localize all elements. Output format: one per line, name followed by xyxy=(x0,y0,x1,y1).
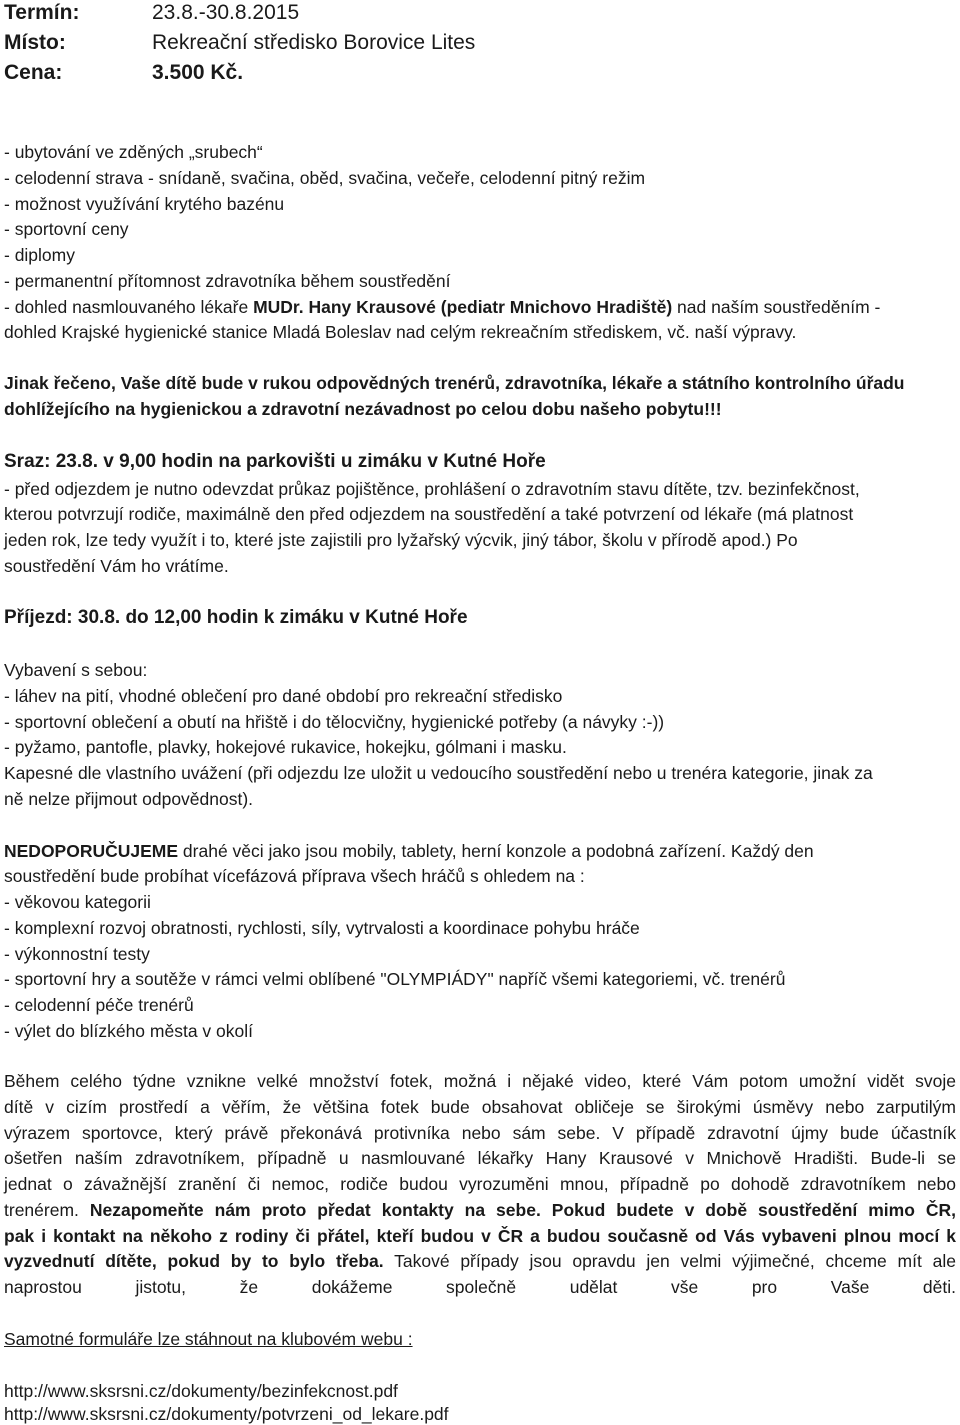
photo-line xyxy=(4,1250,956,1272)
include-item: - sportovní ceny xyxy=(4,219,129,239)
nedop-rest: drahé věci jako jsou mobily, tablety, herní konzole a podobná zařízení. Každý den xyxy=(178,841,814,861)
cena-label: Cena: xyxy=(4,61,63,84)
termin-row xyxy=(4,0,300,26)
photo-line: výrazem sportovce, který právě překonává protivníka nebo sám sebe. V případě zdravotní újmy bude účastník xyxy=(4,1123,956,1143)
photo-line: pak i kontakt na někoho z rodiny či přátel, kteří budou v ČR a budou současně od Vás vybaveni plnou mocí k xyxy=(4,1226,956,1246)
doctor-line-2: dohled Krajské hygienické stanice Mladá Boleslav nad celým rekreačním střediskem, vč. naší výpravy. xyxy=(4,322,797,342)
summary-line: dohlížejícího na hygienickou a zdravotní nezávadnost po celou dobu našeho pobytu!!! xyxy=(4,399,722,419)
termin-label: Termín: xyxy=(4,1,80,24)
photo-line: naprostou jistotu, že dokážeme společně udělat vše pro Vaše děti. xyxy=(4,1277,956,1297)
include-item: - celodenní strava - snídaně, svačina, oběd, svačina, večeře, celodenní pitný režim xyxy=(4,168,646,188)
termin-value: 23.8.-30.8.2015 xyxy=(152,1,300,24)
form-link-bezinfekcnost[interactable]: http://www.sksrsni.cz/dokumenty/bezinfekcnost.pdf xyxy=(4,1381,398,1401)
forms-title: Samotné formuláře lze stáhnout na klubovém webu : xyxy=(4,1329,413,1349)
include-item: - diplomy xyxy=(4,245,75,265)
doctor-text: - dohled nasmlouvaného lékaře xyxy=(4,297,254,317)
prep-item: - celodenní péče trenérů xyxy=(4,995,194,1015)
kapesne-line: Kapesné dle vlastního uvážení (při odjezdu lze uložit u vedoucího soustředění nebo u trenéra kategorie, jinak za xyxy=(4,763,873,783)
photo-line xyxy=(4,1199,956,1221)
photo-text: trenérem. xyxy=(4,1200,90,1220)
include-item: - možnost využívání krytého bazénu xyxy=(4,194,285,214)
vybaveni-item: - sportovní oblečení a obutí na hřiště i do tělocvičny, hygienické potřeby (a návyky :-)) xyxy=(4,712,665,732)
include-item: - ubytování ve zděných „srubech“ xyxy=(4,142,263,162)
prep-item: - sportovní hry a soutěže v rámci velmi oblíbené "OLYMPIÁDY" napříč všemi kategoriemi, vč. trenérů xyxy=(4,969,786,989)
cena-value: 3.500 Kč. xyxy=(152,61,244,84)
photo-bold: vyzvednutí dítěte, pokud by to bylo třeba. xyxy=(4,1251,384,1271)
form-link-potvrzeni[interactable]: http://www.sksrsni.cz/dokumenty/potvrzeni_od_lekare.pdf xyxy=(4,1404,449,1424)
kapesne-line: ně nelze přijmout odpovědnost). xyxy=(4,789,254,809)
summary-line: Jinak řečeno, Vaše dítě bude v rukou odpovědných trenérů, zdravotníka, lékaře a státního kontrolního úřadu xyxy=(4,373,905,393)
misto-row xyxy=(4,30,476,56)
vybaveni-item: - láhev na pití, vhodné oblečení pro dané období pro rekreační středisko xyxy=(4,686,563,706)
sraz-line: - před odjezdem je nutno odevzdat průkaz pojištěnce, prohlášení o zdravotním stavu dítěte, tzv. bezinfekčnost, xyxy=(4,479,860,499)
doctor-name: MUDr. Hany Krausové (pediatr Mnichovo Hradiště) xyxy=(253,297,673,317)
sraz-line: kterou potvrzují rodiče, maximálně den před odjezdem na soustředění a také potvrzení od lékaře (má platnost xyxy=(4,504,854,524)
prep-item: - výkonnostní testy xyxy=(4,944,150,964)
include-item: - permanentní přítomnost zdravotníka během soustředění xyxy=(4,271,451,291)
misto-value: Rekreační středisko Borovice Lites xyxy=(152,31,476,54)
vybaveni-title: Vybavení s sebou: xyxy=(4,660,148,680)
photo-line: Během celého týdne vznikne velké množství fotek, možná i nějaké video, které Vám potom umožní vidět svoje xyxy=(4,1071,956,1091)
sraz-line: soustředění Vám ho vrátíme. xyxy=(4,556,229,576)
vybaveni-item: - pyžamo, pantofle, plavky, hokejové rukavice, hokejku, gólmani i masku. xyxy=(4,737,567,757)
doctor-text-end: nad naším soustředěním - xyxy=(672,297,881,317)
nedop-line xyxy=(4,840,814,862)
doctor-line xyxy=(4,296,880,318)
photo-text: Takové případy jsou opravdu jen velmi výjimečné, chceme mít ale xyxy=(383,1251,956,1271)
prep-item: - komplexní rozvoj obratnosti, rychlosti, síly, vytrvalosti a koordinace pohybu hráče xyxy=(4,918,640,938)
sraz-line: jeden rok, lze tedy využít i to, které jste zajistili pro lyžařský výcvik, jiný tábor, školu v přírodě apod.) Po xyxy=(4,530,798,550)
nedop-line-2: soustředění bude probíhat vícefázová příprava všech hráčů s ohledem na : xyxy=(4,866,585,886)
cena-row xyxy=(4,60,244,86)
prep-item: - věkovou kategorii xyxy=(4,892,151,912)
prijezd-title: Příjezd: 30.8. do 12,00 hodin k zimáku v Kutné Hoře xyxy=(4,607,468,628)
photo-bold: Nezapomeňte nám proto předat kontakty na sebe. Pokud budete v době soustředění mimo ČR, xyxy=(89,1200,957,1220)
photo-line: dítě v cizím prostředí a věřím, že většina fotek bude obsahovat obličeje se širokými úsměvy nebo zarputilým xyxy=(4,1097,956,1117)
sraz-title: Sraz: 23.8. v 9,00 hodin na parkovišti u zimáku v Kutné Hoře xyxy=(4,451,546,472)
prep-item: - výlet do blízkého města v okolí xyxy=(4,1021,253,1041)
photo-line: ošetřen naším zdravotníkem, případně u nasmlouvané lékařky Hany Krausové v Mnichově Hradišti. Bude-li se xyxy=(4,1148,956,1168)
misto-label: Místo: xyxy=(4,31,66,54)
photo-line: jednat o závažnější zranění či nemoc, rodiče budou vyrozuměni mnou, případně po dohodě zdravotníkem nebo xyxy=(4,1174,956,1194)
nedop-bold: NEDOPORUČUJEME xyxy=(4,841,179,861)
